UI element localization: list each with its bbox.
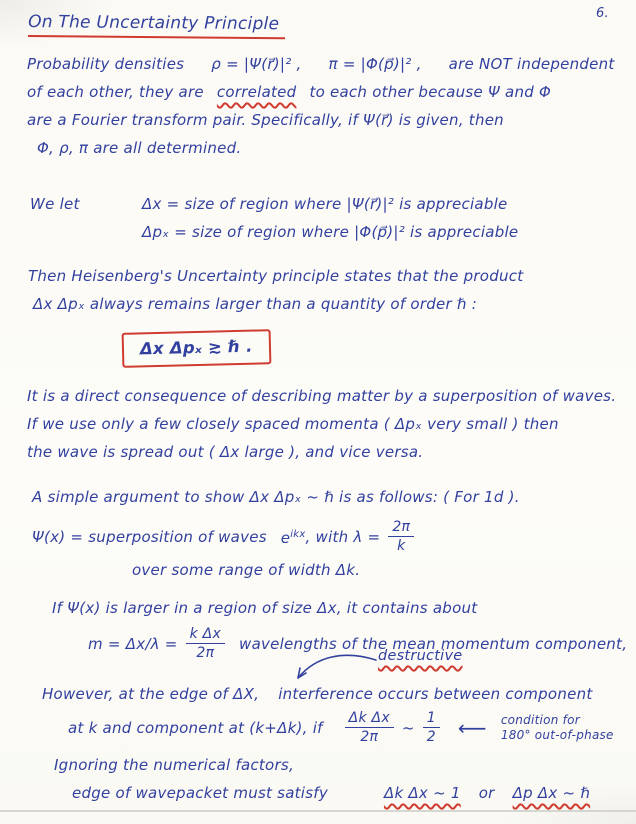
argument-block	[32, 483, 520, 584]
scan-edge-line	[0, 810, 636, 812]
rho-equation: ρ = |Ψ(r⃗)|² ,	[211, 55, 302, 73]
condition-note-line-1: condition for	[500, 712, 580, 727]
condition-fraction	[345, 710, 394, 745]
page-number: 6.	[596, 6, 609, 21]
condition-lead-text: at k and component at (k+Δk), if	[68, 718, 323, 737]
condition-note-line-2: 180° out-of-phase	[500, 727, 614, 742]
m-tail-text: wavelengths of the mean momentum component,	[239, 634, 628, 653]
intro-text-because: to each other because Ψ and Φ	[309, 83, 552, 101]
kdx-fraction-denominator: 2π	[196, 645, 215, 662]
psi-lead-text: Ψ(x) = superposition of waves	[32, 527, 267, 546]
condition-equation-line	[68, 710, 614, 745]
we-let-label: We let	[30, 195, 80, 213]
edge-line-1-lead: However, at the edge of ΔX,	[42, 685, 260, 703]
range-line: over some range of width Δk.	[132, 561, 361, 580]
wavepacket-result-line	[72, 779, 614, 807]
edge-line-1	[42, 680, 614, 708]
exp-ikx-term	[281, 521, 306, 552]
lambda-fraction	[388, 519, 414, 554]
consequence-line-3: the wave is spread out ( Δx large ), and vice versa.	[27, 443, 424, 461]
principle-paragraph	[28, 262, 523, 318]
condition-fraction-numerator: Δk Δx	[345, 710, 394, 728]
edge-block	[42, 680, 614, 807]
correlated-underlined-word: correlated	[216, 83, 297, 101]
result-dp-dx: Δp Δx ~ ℏ	[512, 784, 591, 803]
principle-line-2: Δx Δpₓ always remains larger than a quantity of order ℏ :	[33, 295, 478, 313]
intro-text-not-independent: are NOT independent	[448, 55, 615, 73]
lambda-fraction-denominator: k	[397, 538, 406, 555]
intro-line-2	[27, 78, 615, 106]
intro-line-4: Φ, ρ, π are all determined.	[37, 139, 242, 157]
boxed-uncertainty-equation: Δx Δpₓ ≳ ℏ .	[122, 329, 271, 368]
spacer	[30, 218, 142, 246]
m-lead-text: m = Δx∕λ =	[88, 634, 178, 653]
psi-superposition-line	[32, 519, 520, 554]
or-word: or	[478, 784, 495, 803]
intro-paragraph	[27, 50, 615, 162]
definition-delta-px: Δpₓ = size of region where |Φ(p⃗)|² is appreciable	[142, 223, 519, 241]
contains-line-1: If Ψ(x) is larger in a region of size Δx, it contains about	[52, 599, 478, 617]
definition-delta-x: Δx = size of region where |Ψ(r⃗)|² is appreciable	[142, 195, 508, 213]
intro-line-3: are a Fourier transform pair. Specifically, if Ψ(r⃗) is given, then	[27, 111, 504, 129]
intro-text-densities: Probability densities	[27, 55, 185, 73]
argument-line-1: A simple argument to show Δx Δpₓ ~ ℏ is as follows: ( For 1d ).	[32, 488, 520, 506]
condition-fraction-denominator: 2π	[360, 729, 379, 746]
lambda-fraction-numerator: 2π	[388, 519, 414, 537]
condition-note	[501, 713, 614, 743]
definitions-block	[30, 190, 518, 246]
exp-superscript: ikx	[290, 529, 306, 541]
wavepacket-lead-text: edge of wavepacket must satisfy	[72, 784, 328, 803]
kdx-fraction-numerator: k Δx	[186, 626, 225, 644]
left-arrow-glyph: ⟵	[457, 715, 487, 740]
destructive-annotation: destructive	[378, 648, 463, 664]
intro-text-each-other: of each other, they are	[27, 83, 204, 101]
psi-mid-text: , with λ =	[305, 527, 381, 546]
half-fraction-denominator: 2	[426, 729, 436, 746]
intro-line-1	[27, 50, 615, 78]
exp-base: e	[280, 529, 291, 548]
kdx-fraction	[186, 626, 225, 661]
ignoring-factors-line: Ignoring the numerical factors,	[54, 756, 294, 775]
principle-line-1: Then Heisenberg's Uncertainty principle states that the product	[28, 267, 524, 285]
consequence-line-2: If we use only a few closely spaced momenta ( Δpₓ very small ) then	[27, 415, 559, 433]
pi-equation: π = |Φ(p⃗)|² ,	[328, 55, 422, 73]
edge-line-1-tail: interference occurs between component	[278, 685, 593, 703]
consequence-paragraph	[27, 382, 616, 466]
consequence-line-1: It is a direct consequence of describing matter by a superposition of waves.	[27, 387, 617, 405]
result-dk-dx: Δk Δx ~ 1	[383, 784, 461, 803]
half-fraction-numerator: 1	[423, 710, 440, 728]
similar-sign: ~	[401, 718, 415, 737]
half-fraction	[423, 710, 440, 745]
page-title: On The Uncertainty Principle	[28, 12, 285, 39]
